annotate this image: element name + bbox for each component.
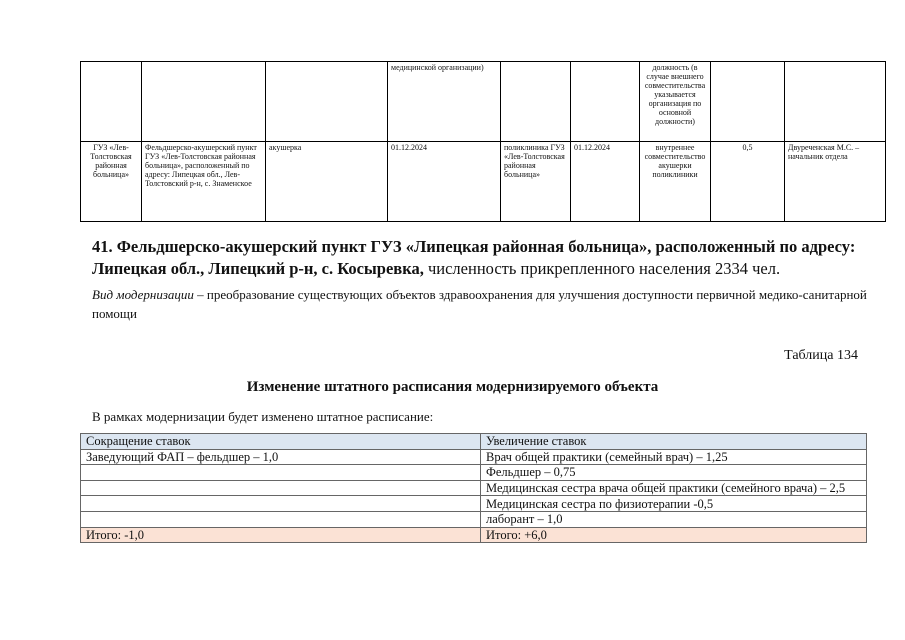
total-increase: Итого: +6,0 <box>481 527 867 543</box>
cell: Заведующий ФАП – фельдшер – 1,0 <box>81 449 481 465</box>
modernization-type <box>92 285 872 323</box>
cell <box>81 480 481 496</box>
cell <box>142 62 266 142</box>
cell <box>711 62 785 142</box>
table-title: Изменение штатного расписания модернизируемого объекта <box>246 379 659 395</box>
table-row <box>81 511 867 527</box>
table-header-row <box>81 434 867 450</box>
cell <box>571 62 640 142</box>
cell: Медицинская сестра по физиотерапии -0,5 <box>481 496 867 512</box>
cell: должность (в случае внешнего совместительства указывается организация по основной должности) <box>640 62 711 142</box>
cell-rate: 0,5 <box>711 142 785 222</box>
cell-position: акушерка <box>266 142 388 222</box>
cell <box>501 62 571 142</box>
header-increase: Увеличение ставок <box>481 434 867 450</box>
cell <box>81 62 142 142</box>
cell <box>81 511 481 527</box>
cell: медицинской организации) <box>388 62 501 142</box>
cell: Врач общей практики (семейный врач) – 1,25 <box>481 449 867 465</box>
cell <box>81 465 481 481</box>
cell <box>81 496 481 512</box>
table-row <box>81 496 867 512</box>
cell-organization: ГУЗ «Лев-Толстовская районная больница» <box>81 142 142 222</box>
staff-change-table <box>80 433 867 543</box>
table-row <box>81 480 867 496</box>
section-heading <box>92 236 872 280</box>
section-heading-bold: 41. Фельдшерско-акушерский пункт ГУЗ «Липецкая районная больница», расположенный по адресу: Липецкая обл., Липецкий р-н, с. Косыревка, <box>92 237 856 278</box>
cell <box>785 62 886 142</box>
section-heading-rest: численность прикрепленного населения 2334 чел. <box>423 259 781 278</box>
cell: Медицинская сестра врача общей практики (семейного врача) – 2,5 <box>481 480 867 496</box>
cell <box>266 62 388 142</box>
cell-date: 01.12.2024 <box>571 142 640 222</box>
cell-date: 01.12.2024 <box>388 142 501 222</box>
table-row <box>81 465 867 481</box>
table-row <box>81 142 886 222</box>
cell-source-org: поликлиника ГУЗ «Лев-Толстовская районная больница» <box>501 142 571 222</box>
cell-facility: Фельдшерско-акушерский пункт ГУЗ «Лев-Толстовская районная больница», расположенный по адресу: Липецкая обл., Лев-Толстовский р-н, с. Знаменское <box>142 142 266 222</box>
table-row <box>81 449 867 465</box>
cell-responsible: Двуреченская М.С. – начальник отдела <box>785 142 886 222</box>
modernization-label: Вид модернизации <box>92 287 194 302</box>
cell: Фельдшер – 0,75 <box>481 465 867 481</box>
table-total-row <box>81 527 867 543</box>
staff-assignment-table <box>80 61 886 222</box>
cell-type: внутреннее совместительство акушерки поликлиники <box>640 142 711 222</box>
intro-text: В рамках модернизации будет изменено штатное расписание: <box>92 409 434 424</box>
modernization-text: – преобразование существующих объектов здравоохранения для улучшения доступности первичной медико-санитарной помощи <box>92 287 867 321</box>
header-reduction: Сокращение ставок <box>81 434 481 450</box>
total-reduction: Итого: -1,0 <box>81 527 481 543</box>
cell: лаборант – 1,0 <box>481 511 867 527</box>
table-number: Таблица 134 <box>784 348 858 363</box>
table-row <box>81 62 886 142</box>
